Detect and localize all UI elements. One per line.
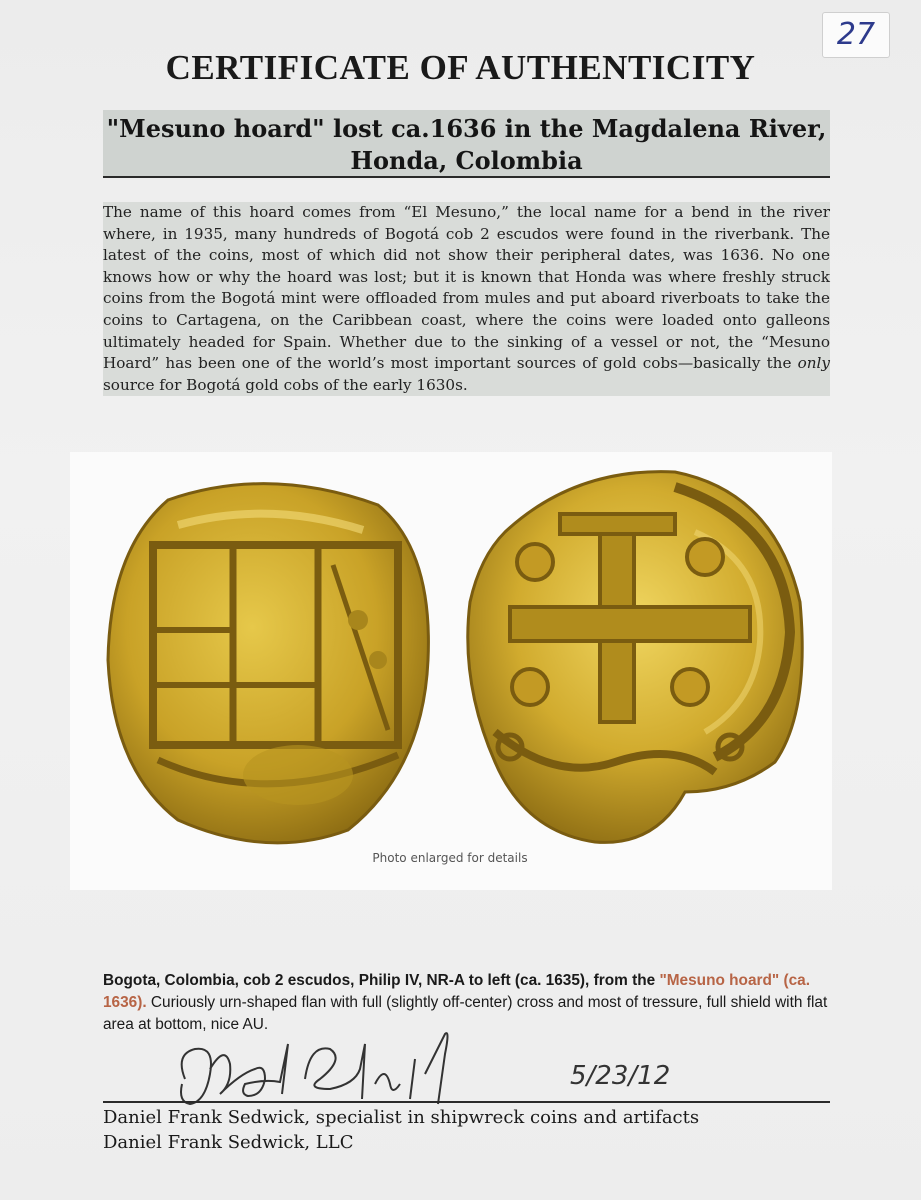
lot-intro: Bogota, Colombia, cob 2 escudos, Philip IV, NR-A to left (ca. 1635), from the	[103, 972, 660, 989]
hoard-subtitle	[103, 113, 830, 177]
footer-specialist: Daniel Frank Sedwick, specialist in shipwreck coins and artifacts	[103, 1107, 700, 1128]
lot-details: Curiously urn-shaped flan with full (slightly off-center) cross and most of tressure, full shield with flat area at bottom, nice AU.	[103, 994, 828, 1033]
signature-line	[103, 1101, 830, 1103]
coin-photo-panel	[70, 452, 832, 890]
certificate-title: CERTIFICATE OF AUTHENTICITY	[165, 48, 756, 87]
hoard-description	[103, 202, 830, 396]
page-number-tag: 27	[822, 12, 890, 58]
lot-hoard-name: "Mesuno hoard" (ca. 1636).	[103, 972, 810, 1011]
subtitle-line-2: Honda, Colombia	[350, 146, 583, 175]
description-text-2: source for Bogotá gold cobs of the early 1630s.	[103, 375, 468, 394]
handwritten-signature	[170, 1024, 490, 1108]
description-emphasis: only	[797, 354, 830, 373]
photo-caption: Photo enlarged for details	[372, 851, 528, 865]
description-text-1: The name of this hoard comes from “El Mesuno,” the local name for a bend in the river where, in 1935, many hundreds of Bogotá cob 2 escudos were found in the riverbank. The latest of the coins, most of which did not show their peripheral dates, was 1636. No one knows how or why the hoard was lost; but it is known that Honda was where freshly struck coins from the Bogotá mint were offloaded from mules and put aboard riverboats to take the coins to Cartagena, on the Caribbean coast, where the coins were loaded onto galleons ultimately headed for Spain. Whether due to the sinking of a vessel or not, the “Mesuno Hoard” has been one of the world’s most important sources of gold cobs—basically the	[103, 203, 830, 373]
handwritten-date-text: 5/23/12	[570, 1061, 671, 1091]
coin-obverse-image	[98, 470, 438, 850]
footer-company: Daniel Frank Sedwick, LLC	[103, 1132, 354, 1153]
coin-reverse-image	[455, 462, 815, 852]
handwritten-date	[560, 1048, 720, 1098]
subtitle-line-1: "Mesuno hoard" lost ca.1636 in the Magdalena River,	[106, 114, 827, 143]
